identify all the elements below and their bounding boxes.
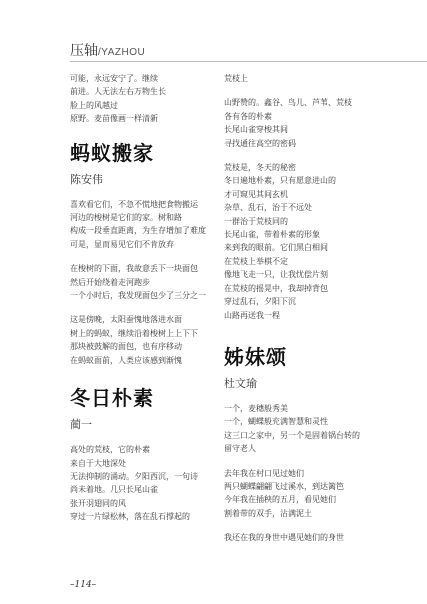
header-divider	[70, 61, 427, 62]
poem-line: 前进。人无法左右万物生长	[70, 87, 166, 97]
running-header	[70, 36, 427, 62]
brand-latin: /YAZHOU	[98, 47, 146, 58]
poem-stanza	[70, 198, 232, 252]
poem-line: 穿过乱石，夕阳下沉	[224, 297, 296, 307]
poem-line: 高处的荒枝，它的朴素	[70, 445, 150, 455]
poem-line: 才可窥见其间玄机	[224, 189, 288, 199]
poem-line: 长尾山雀，带着朴素的形象	[224, 230, 320, 240]
poem-stanza	[224, 161, 386, 322]
poem-line: 脸上的风越过	[70, 100, 118, 110]
poem-line: 山野赞的。鑫谷、鸟儿、芦苇、荒枝	[224, 98, 352, 108]
poem-line: 尚未着地。几只长尾山雀	[70, 485, 158, 495]
poem-line: 一群治于荒枝同的	[224, 216, 288, 226]
poem-line: 穿过一片绿松林，落在乱石撑起的	[70, 512, 190, 522]
poem-line: 冬日遍地朴素，只有愿意进山的	[224, 176, 336, 186]
poem-line: 一个，蝴蝶般充满智慧和灵性	[224, 417, 328, 427]
poem-stanza	[70, 443, 232, 523]
poem-line: 荒枝上	[224, 74, 248, 83]
magazine-brand	[70, 40, 145, 60]
poem-line: 无法抑制的涌动。夕阳西沉，一句诗	[70, 471, 198, 481]
poem-line: 荒枝是，冬天的秘密	[224, 163, 296, 173]
poem-line: 这三口之家中，另一个是固着锅台转的	[224, 430, 360, 440]
poem-line: 来自于大地深处	[70, 458, 126, 468]
poem-line: 树上的蚂蚁，继续沿着梭树上上下下	[70, 328, 198, 338]
poem-line: 河边的梭树是它们的家。树和路	[70, 213, 182, 223]
left-column	[70, 72, 232, 524]
poem-title: 蚂蚁搬家	[70, 140, 154, 165]
poem-stanza	[70, 313, 232, 367]
poem-line: 在荒枝上举棋不定	[224, 256, 288, 266]
poem-line: 来到我的眼前。它们黑白相间	[224, 243, 328, 253]
poem-line: 长尾山雀穿梭其间	[224, 125, 288, 135]
poem-line: 构成一段垂直距离，为生存增加了难度	[70, 226, 206, 236]
poem-author: 蔺一	[70, 418, 92, 432]
poem-line: 在蚂蚁面前，人类应该感到渐愧	[70, 355, 182, 365]
poem-line: 两只蝴蝶翩翩飞过溪水，到达篱笆	[224, 481, 344, 491]
poem-line: 我还在我的身世中遇见她们的身世	[224, 533, 344, 543]
poem-line: 去年我在村口见过她们	[224, 468, 304, 478]
poem-line: 这是傍晚，太阳蚕愧地落进水面	[70, 315, 182, 325]
poem-line: 杂草、乱石，治于不远处	[224, 203, 312, 213]
poem-line: 然后开始绕着走河跑步	[70, 277, 150, 287]
intro-stanza	[70, 72, 232, 126]
poem-line: 一个，麦穗般秀美	[224, 403, 288, 413]
poem-line: 一个小时后，我发现面包少了三分之一	[70, 291, 206, 301]
poem-line: 像地飞走一只，让我忧偿片刻	[224, 270, 328, 280]
poem-line: 山路再送我一程	[224, 310, 280, 320]
poem-title: 冬日朴素	[70, 386, 154, 411]
poem-line: 寻找通往高空的密码	[224, 138, 296, 148]
poem-stanza	[224, 467, 386, 521]
brand-chinese: 压轴	[70, 43, 98, 59]
poem-line: 在梭树的下面，我故意丢下一块面包	[70, 264, 198, 274]
poem-line: 喜欢看它们，不急不慌地把食物搬运	[70, 199, 198, 209]
right-column	[224, 72, 386, 545]
poem-line: 各有各的朴素	[224, 111, 272, 121]
poem-line: 割着带的双手，沾满泥土	[224, 508, 312, 518]
poem-title: 姊妹颂	[224, 344, 287, 369]
poem-line: 留守老人	[224, 444, 256, 454]
poem-line: 那块被鼓解的面包，也有序移动	[70, 342, 182, 352]
poem-line: 原野。麦苗像画一样清新	[70, 114, 158, 124]
poem-line: 可能，永远安宁了。继续	[70, 74, 158, 83]
page-number: –114–	[70, 580, 97, 590]
poem-stanza	[224, 402, 386, 456]
poem-stanza	[224, 531, 386, 544]
poem-line: 张开羽翅同的风	[70, 498, 126, 508]
poem-stanza	[224, 96, 386, 150]
poem-author: 杜文瑜	[224, 376, 257, 390]
poem-stanza	[70, 262, 232, 302]
poem-line: 在荒枝的摇晃中，我却掉背包	[224, 283, 328, 293]
poem-line: 可是，显而易见它们不肯放弃	[70, 239, 174, 249]
poem-line: 今年我在插秧的五月，看见她们	[224, 495, 336, 505]
poem-author: 陈安伟	[70, 172, 103, 186]
